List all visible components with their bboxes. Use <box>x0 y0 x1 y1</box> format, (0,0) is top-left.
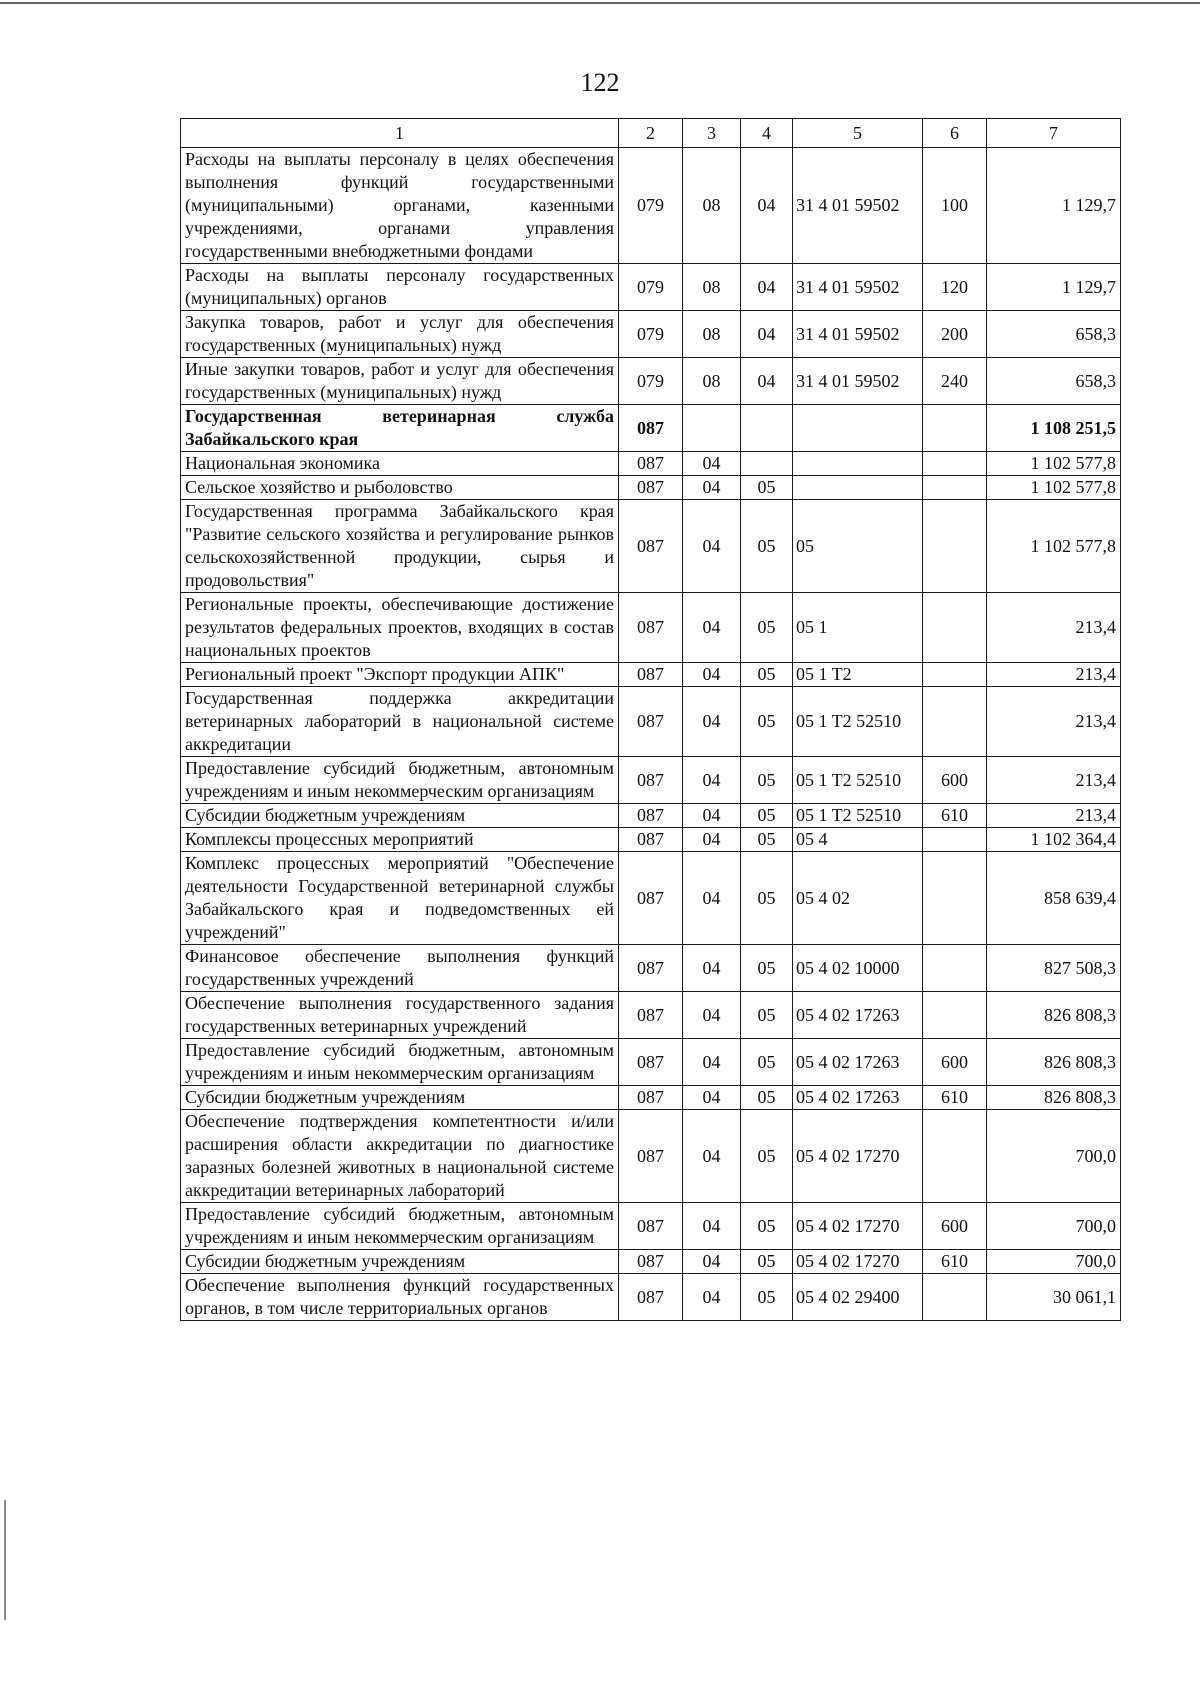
row-pr-cell: 05 <box>741 1086 793 1110</box>
row-rz-cell: 04 <box>683 476 741 500</box>
row-ved-cell: 087 <box>619 945 683 992</box>
budget-table <box>180 118 1121 1321</box>
row-ved-cell: 079 <box>619 311 683 358</box>
row-vr-cell: 200 <box>923 311 987 358</box>
row-vr-cell <box>923 852 987 945</box>
row-csr-cell <box>793 405 923 452</box>
table-row <box>181 405 1121 452</box>
row-csr-cell: 05 4 02 17263 <box>793 992 923 1039</box>
row-vr-cell: 600 <box>923 757 987 804</box>
row-name-cell: Государственная программа Забайкальского края "Развитие сельского хозяйства и регулирование рынков сельскохозяйственной продукции, сырья и продовольствия" <box>181 500 619 593</box>
row-name-cell: Комплекс процессных мероприятий "Обеспечение деятельности Государственной ветеринарной службы Забайкальского края и подведомственных ей учреждений" <box>181 852 619 945</box>
row-name-cell: Обеспечение подтверждения компетентности и/или расширения области аккредитации по диагностике заразных болезней животных в национальной системе аккредитации ветеринарных лабораторий <box>181 1110 619 1203</box>
row-pr-cell: 05 <box>741 1274 793 1321</box>
row-csr-cell: 05 4 02 17270 <box>793 1110 923 1203</box>
header-col-7: 7 <box>987 119 1121 148</box>
row-rz-cell: 04 <box>683 500 741 593</box>
table-header-row <box>181 119 1121 148</box>
row-pr-cell: 05 <box>741 945 793 992</box>
row-vr-cell <box>923 1274 987 1321</box>
row-ved-cell: 087 <box>619 476 683 500</box>
row-ved-cell: 087 <box>619 405 683 452</box>
table-row <box>181 992 1121 1039</box>
row-pr-cell: 05 <box>741 687 793 757</box>
row-pr-cell: 05 <box>741 1039 793 1086</box>
row-csr-cell: 05 1 T2 52510 <box>793 804 923 828</box>
row-name-cell: Обеспечение выполнения государственного задания государственных ветеринарных учреждений <box>181 992 619 1039</box>
row-vr-cell <box>923 945 987 992</box>
row-sum-cell: 213,4 <box>987 663 1121 687</box>
row-pr-cell <box>741 405 793 452</box>
row-name-cell: Государственная ветеринарная служба Забайкальского края <box>181 405 619 452</box>
table-row <box>181 593 1121 663</box>
row-sum-cell: 30 061,1 <box>987 1274 1121 1321</box>
row-csr-cell: 05 4 02 17263 <box>793 1086 923 1110</box>
row-name-cell: Финансовое обеспечение выполнения функций государственных учреждений <box>181 945 619 992</box>
row-ved-cell: 079 <box>619 358 683 405</box>
row-name-cell: Субсидии бюджетным учреждениям <box>181 1086 619 1110</box>
row-rz-cell: 04 <box>683 852 741 945</box>
row-name-cell: Расходы на выплаты персоналу государственных (муниципальных) органов <box>181 264 619 311</box>
row-ved-cell: 087 <box>619 452 683 476</box>
row-csr-cell: 05 4 02 17263 <box>793 1039 923 1086</box>
row-sum-cell: 858 639,4 <box>987 852 1121 945</box>
row-name-cell: Региональные проекты, обеспечивающие достижение результатов федеральных проектов, входящих в состав национальных проектов <box>181 593 619 663</box>
row-pr-cell: 05 <box>741 500 793 593</box>
row-pr-cell: 04 <box>741 148 793 264</box>
row-sum-cell: 1 102 577,8 <box>987 500 1121 593</box>
table-row <box>181 1110 1121 1203</box>
table-row <box>181 264 1121 311</box>
table-row <box>181 1086 1121 1110</box>
header-col-4: 4 <box>741 119 793 148</box>
row-sum-cell: 658,3 <box>987 311 1121 358</box>
row-rz-cell: 04 <box>683 1250 741 1274</box>
row-rz-cell: 04 <box>683 804 741 828</box>
header-col-3: 3 <box>683 119 741 148</box>
table-row <box>181 476 1121 500</box>
row-vr-cell: 600 <box>923 1039 987 1086</box>
row-vr-cell <box>923 828 987 852</box>
row-rz-cell: 04 <box>683 945 741 992</box>
row-name-cell: Комплексы процессных мероприятий <box>181 828 619 852</box>
row-ved-cell: 087 <box>619 500 683 593</box>
row-rz-cell <box>683 405 741 452</box>
table-row <box>181 852 1121 945</box>
left-scan-rule <box>4 1500 6 1620</box>
row-pr-cell: 05 <box>741 1250 793 1274</box>
table-row <box>181 945 1121 992</box>
row-ved-cell: 087 <box>619 687 683 757</box>
table-row <box>181 311 1121 358</box>
row-ved-cell: 087 <box>619 1203 683 1250</box>
table-row <box>181 148 1121 264</box>
row-pr-cell: 05 <box>741 663 793 687</box>
row-csr-cell: 05 4 02 17270 <box>793 1203 923 1250</box>
row-rz-cell: 04 <box>683 593 741 663</box>
row-sum-cell: 700,0 <box>987 1250 1121 1274</box>
table-row <box>181 358 1121 405</box>
row-vr-cell: 610 <box>923 1086 987 1110</box>
row-ved-cell: 087 <box>619 828 683 852</box>
row-sum-cell: 1 102 577,8 <box>987 452 1121 476</box>
top-scan-rule <box>0 2 1200 4</box>
row-rz-cell: 04 <box>683 1274 741 1321</box>
row-vr-cell <box>923 1110 987 1203</box>
row-csr-cell: 05 4 02 10000 <box>793 945 923 992</box>
row-csr-cell: 05 1 T2 52510 <box>793 687 923 757</box>
row-vr-cell: 120 <box>923 264 987 311</box>
row-ved-cell: 087 <box>619 1110 683 1203</box>
row-ved-cell: 087 <box>619 593 683 663</box>
row-pr-cell: 05 <box>741 828 793 852</box>
row-sum-cell: 213,4 <box>987 757 1121 804</box>
row-csr-cell: 31 4 01 59502 <box>793 311 923 358</box>
row-csr-cell: 05 4 02 <box>793 852 923 945</box>
row-rz-cell: 08 <box>683 148 741 264</box>
row-ved-cell: 087 <box>619 804 683 828</box>
row-csr-cell: 05 4 02 17270 <box>793 1250 923 1274</box>
row-sum-cell: 826 808,3 <box>987 992 1121 1039</box>
table-row <box>181 1039 1121 1086</box>
table-row <box>181 1250 1121 1274</box>
row-csr-cell: 31 4 01 59502 <box>793 148 923 264</box>
row-vr-cell <box>923 593 987 663</box>
row-sum-cell: 213,4 <box>987 593 1121 663</box>
row-rz-cell: 04 <box>683 1039 741 1086</box>
row-csr-cell: 31 4 01 59502 <box>793 358 923 405</box>
table-row <box>181 663 1121 687</box>
row-name-cell: Закупка товаров, работ и услуг для обеспечения государственных (муниципальных) нужд <box>181 311 619 358</box>
row-vr-cell: 600 <box>923 1203 987 1250</box>
row-pr-cell: 05 <box>741 804 793 828</box>
row-vr-cell <box>923 992 987 1039</box>
row-pr-cell: 05 <box>741 757 793 804</box>
row-vr-cell: 100 <box>923 148 987 264</box>
row-pr-cell: 05 <box>741 1110 793 1203</box>
row-vr-cell <box>923 476 987 500</box>
row-name-cell: Предоставление субсидий бюджетным, автономным учреждениям и иным некоммерческим организациям <box>181 757 619 804</box>
row-csr-cell: 05 1 <box>793 593 923 663</box>
row-sum-cell: 1 108 251,5 <box>987 405 1121 452</box>
table-row <box>181 452 1121 476</box>
row-rz-cell: 04 <box>683 1203 741 1250</box>
row-vr-cell <box>923 687 987 757</box>
row-ved-cell: 087 <box>619 1086 683 1110</box>
row-ved-cell: 079 <box>619 264 683 311</box>
row-sum-cell: 1 102 577,8 <box>987 476 1121 500</box>
row-sum-cell: 213,4 <box>987 804 1121 828</box>
row-vr-cell: 610 <box>923 1250 987 1274</box>
row-pr-cell: 05 <box>741 593 793 663</box>
row-csr-cell <box>793 452 923 476</box>
row-csr-cell <box>793 476 923 500</box>
row-name-cell: Обеспечение выполнения функций государственных органов, в том числе территориальных органов <box>181 1274 619 1321</box>
row-rz-cell: 04 <box>683 687 741 757</box>
header-col-2: 2 <box>619 119 683 148</box>
row-pr-cell: 04 <box>741 311 793 358</box>
row-rz-cell: 04 <box>683 663 741 687</box>
row-rz-cell: 04 <box>683 1086 741 1110</box>
row-rz-cell: 04 <box>683 828 741 852</box>
table-body <box>181 148 1121 1321</box>
row-vr-cell: 610 <box>923 804 987 828</box>
table-row <box>181 500 1121 593</box>
row-name-cell: Государственная поддержка аккредитации ветеринарных лабораторий в национальной системе аккредитации <box>181 687 619 757</box>
row-sum-cell: 826 808,3 <box>987 1086 1121 1110</box>
table-row <box>181 804 1121 828</box>
row-csr-cell: 05 4 <box>793 828 923 852</box>
row-pr-cell: 05 <box>741 852 793 945</box>
row-pr-cell: 04 <box>741 264 793 311</box>
header-col-6: 6 <box>923 119 987 148</box>
table-row <box>181 1203 1121 1250</box>
row-ved-cell: 079 <box>619 148 683 264</box>
row-ved-cell: 087 <box>619 663 683 687</box>
row-sum-cell: 827 508,3 <box>987 945 1121 992</box>
row-csr-cell: 05 1 T2 <box>793 663 923 687</box>
row-sum-cell: 826 808,3 <box>987 1039 1121 1086</box>
row-csr-cell: 05 4 02 29400 <box>793 1274 923 1321</box>
row-vr-cell <box>923 663 987 687</box>
row-sum-cell: 700,0 <box>987 1110 1121 1203</box>
row-name-cell: Сельское хозяйство и рыболовство <box>181 476 619 500</box>
row-pr-cell: 04 <box>741 358 793 405</box>
row-name-cell: Предоставление субсидий бюджетным, автономным учреждениям и иным некоммерческим организациям <box>181 1039 619 1086</box>
row-vr-cell: 240 <box>923 358 987 405</box>
table-row <box>181 828 1121 852</box>
row-ved-cell: 087 <box>619 1039 683 1086</box>
table-row <box>181 757 1121 804</box>
row-name-cell: Субсидии бюджетным учреждениям <box>181 1250 619 1274</box>
row-rz-cell: 08 <box>683 311 741 358</box>
row-sum-cell: 213,4 <box>987 687 1121 757</box>
row-pr-cell: 05 <box>741 992 793 1039</box>
row-pr-cell: 05 <box>741 1203 793 1250</box>
row-ved-cell: 087 <box>619 757 683 804</box>
row-vr-cell <box>923 405 987 452</box>
row-rz-cell: 04 <box>683 992 741 1039</box>
row-ved-cell: 087 <box>619 852 683 945</box>
row-rz-cell: 04 <box>683 452 741 476</box>
row-vr-cell <box>923 452 987 476</box>
row-sum-cell: 1 102 364,4 <box>987 828 1121 852</box>
row-name-cell: Иные закупки товаров, работ и услуг для обеспечения государственных (муниципальных) нужд <box>181 358 619 405</box>
row-rz-cell: 04 <box>683 757 741 804</box>
table-row <box>181 1274 1121 1321</box>
row-name-cell: Расходы на выплаты персоналу в целях обеспечения выполнения функций государственными (муниципальными) органами, казенными учреждениями, органами управления государственными внебюджетными фондами <box>181 148 619 264</box>
row-pr-cell <box>741 452 793 476</box>
row-rz-cell: 08 <box>683 264 741 311</box>
row-csr-cell: 05 1 T2 52510 <box>793 757 923 804</box>
row-name-cell: Региональный проект "Экспорт продукции АПК" <box>181 663 619 687</box>
table-row <box>181 687 1121 757</box>
row-ved-cell: 087 <box>619 1250 683 1274</box>
row-name-cell: Субсидии бюджетным учреждениям <box>181 804 619 828</box>
row-sum-cell: 700,0 <box>987 1203 1121 1250</box>
row-rz-cell: 08 <box>683 358 741 405</box>
row-pr-cell: 05 <box>741 476 793 500</box>
row-name-cell: Национальная экономика <box>181 452 619 476</box>
row-name-cell: Предоставление субсидий бюджетным, автономным учреждениям и иным некоммерческим организациям <box>181 1203 619 1250</box>
row-csr-cell: 31 4 01 59502 <box>793 264 923 311</box>
row-rz-cell: 04 <box>683 1110 741 1203</box>
row-ved-cell: 087 <box>619 1274 683 1321</box>
header-col-5: 5 <box>793 119 923 148</box>
page-number: 122 <box>580 68 620 97</box>
row-sum-cell: 1 129,7 <box>987 148 1121 264</box>
row-csr-cell: 05 <box>793 500 923 593</box>
row-sum-cell: 1 129,7 <box>987 264 1121 311</box>
row-ved-cell: 087 <box>619 992 683 1039</box>
row-vr-cell <box>923 500 987 593</box>
row-sum-cell: 658,3 <box>987 358 1121 405</box>
header-col-1: 1 <box>181 119 619 148</box>
